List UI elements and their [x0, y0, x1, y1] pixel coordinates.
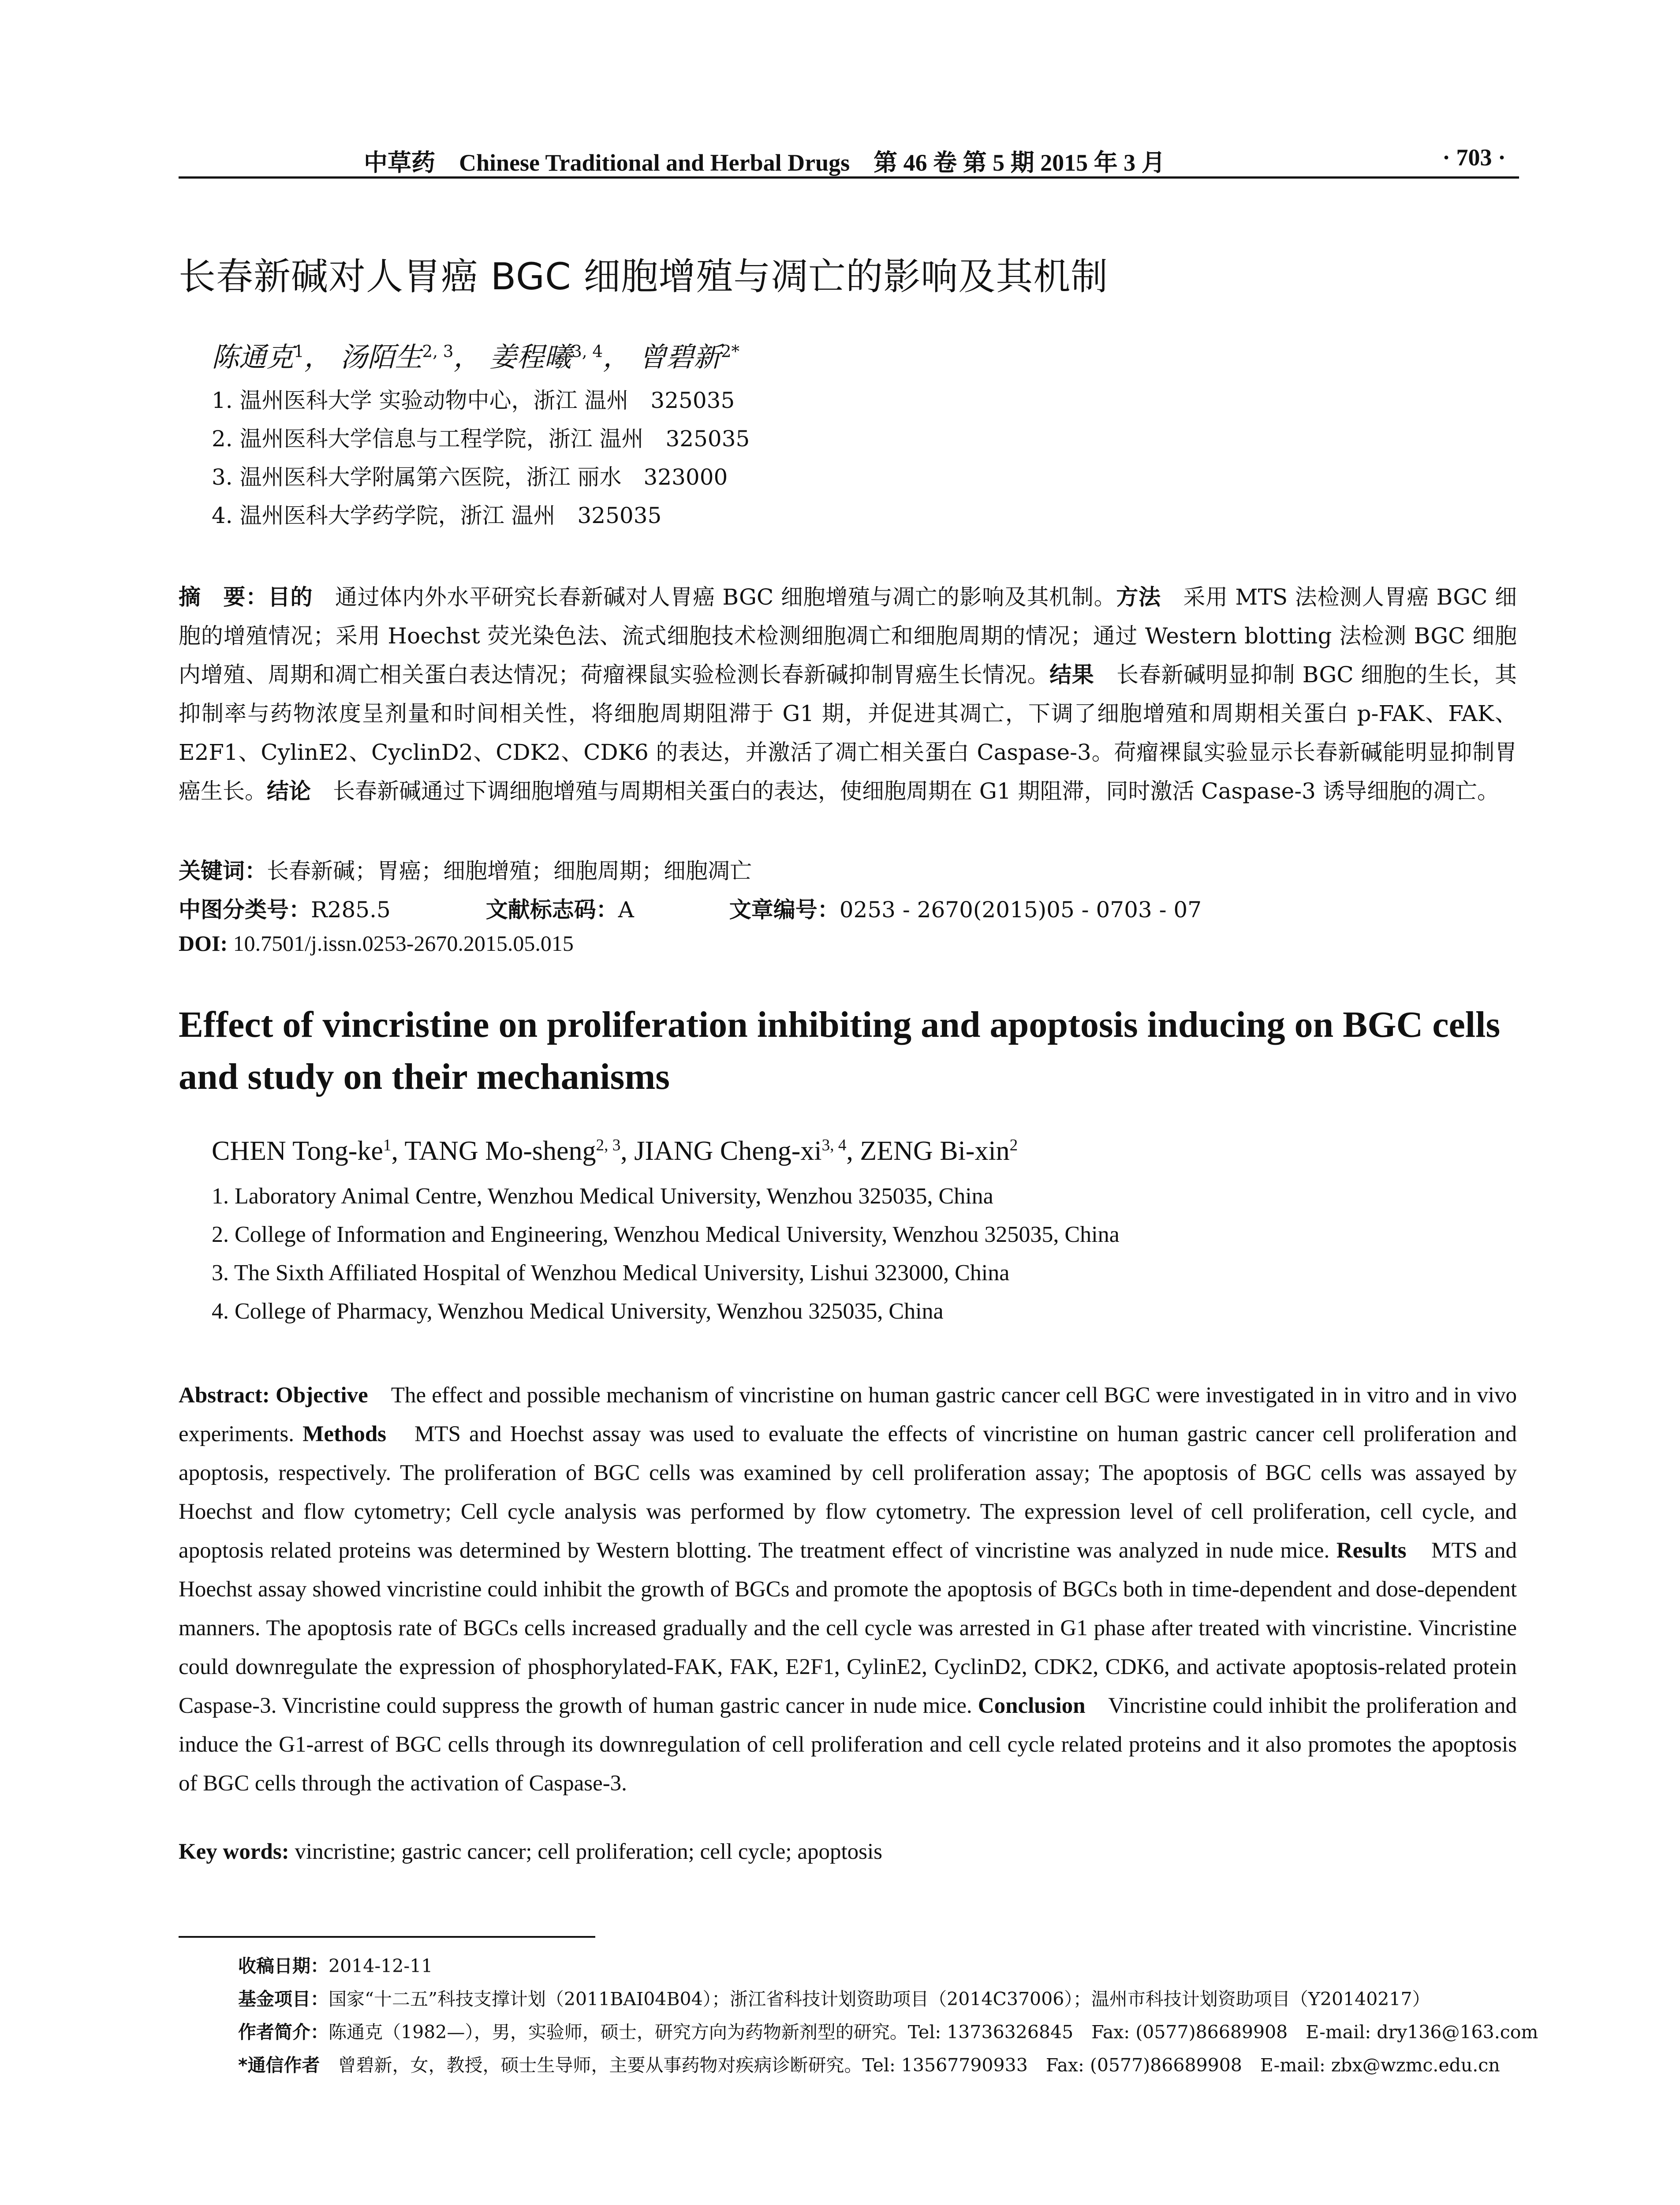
- author-affil-mark: 2, 3: [596, 1136, 621, 1155]
- doc-code-label: 文献标志码：: [485, 897, 618, 923]
- author-affil-mark: 2: [1009, 1136, 1018, 1155]
- english-affiliation: 1. Laboratory Animal Centre, Wenzhou Medical University, Wenzhou 325035, China: [212, 1184, 993, 1209]
- keywords-label: 关键词：: [179, 858, 267, 884]
- author-affil-mark: 3, 4: [821, 1136, 847, 1155]
- chinese-affiliation: 3. 温州医科大学附属第六医院，浙江 丽水 323000: [212, 464, 728, 490]
- chinese-affiliation: 1. 温州医科大学 实验动物中心，浙江 温州 325035: [212, 388, 735, 413]
- objective-label: Objective: [276, 1383, 368, 1408]
- keywords-text: vincristine; gastric cancer; cell proliferation; cell cycle; apoptosis: [289, 1839, 883, 1864]
- chinese-title: 长春新碱对人胃癌 BGC 细胞增殖与凋亡的影响及其机制: [179, 255, 1109, 298]
- author-affil-mark: 1: [294, 341, 304, 361]
- corr-value: 曾碧新，女，教授，硕士生导师，主要从事药物对疾病诊断研究。Tel: 13567790933 Fax: (0577)86689908 E-mail: zbx@wzmc.edu.cn: [320, 2055, 1500, 2076]
- author-name: JIANG Cheng-xi: [634, 1136, 822, 1166]
- doc-code-value: A: [618, 897, 634, 923]
- received-date: [238, 1951, 433, 1977]
- author-name: 汤陌生: [340, 341, 422, 373]
- objective-label: 目的: [268, 584, 313, 610]
- author-name: 陈通克: [212, 341, 294, 373]
- results-text: 长春新碱明显抑制 BGC 细胞的生长，其抑制率与药物浓度呈剂量和时间相关性，将细胞周期阻滞于 G1 期，并促进其凋亡，下调了细胞增殖和周期相关蛋白 p-FAK、FAK、E2F1、CylinE2、CyclinD2、CDK2、CDK6 的表达，并激活了凋亡相关蛋白 Caspase-3。荷瘤裸鼠实验显示长春新碱能明显抑制胃癌生长。: [179, 662, 1517, 804]
- funding-note: [238, 1984, 1430, 2011]
- received-label: 收稿日期：: [238, 1955, 329, 1977]
- chinese-keywords: [179, 853, 752, 885]
- english-abstract: [179, 1376, 1517, 1803]
- conclusion-text: Vincristine could inhibit the proliferation and induce the G1-arrest of BGC cells through its downregulation of cell proliferation and cell cycle related proteins and it also promotes the apoptosis of BGC cells through the activation of Caspase-3.: [179, 1693, 1517, 1796]
- conclusion-label: Conclusion: [978, 1693, 1086, 1718]
- clc-label: 中图分类号：: [179, 897, 311, 923]
- english-affiliation: 4. College of Pharmacy, Wenzhou Medical University, Wenzhou 325035, China: [212, 1299, 944, 1324]
- chinese-affiliation: 2. 温州医科大学信息与工程学院，浙江 温州 325035: [212, 426, 750, 452]
- results-text: MTS and Hoechst assay showed vincristine could inhibit the growth of BGCs and promote the apoptosis of BGCs both in time-dependent and dose-dependent manners. The apoptosis rate of BGCs cells increased gradually and the cell cycle was arrested in G1 phase after treated with vincristine. Vincristine could downregulate the expression of phosphorylated-FAK, FAK, E2F1, CylinE2, CyclinD2, CDK2, CDK6, and activate apoptosis-related protein Caspase-3. Vincristine could suppress the growth of human gastric cancer in nude mice.: [179, 1538, 1517, 1718]
- conclusion-text: 长春新碱通过下调细胞增殖与周期相关蛋白的表达，使细胞周期在 G1 期阻滞，同时激活 Caspase-3 诱导细胞的凋亡。: [311, 778, 1499, 804]
- results-label: 结果: [1049, 662, 1094, 688]
- author-bio-note: [238, 2018, 1538, 2044]
- keywords-text: 长春新碱；胃癌；细胞增殖；细胞周期；细胞凋亡: [267, 858, 752, 884]
- corr-label: *通信作者: [238, 2055, 320, 2076]
- results-label: Results: [1336, 1538, 1407, 1563]
- doi-label: DOI:: [179, 931, 228, 956]
- article-no-value: 0253 - 2670(2015)05 - 0703 - 07: [839, 897, 1202, 923]
- footnote-rule: [179, 1936, 595, 1938]
- chinese-abstract: [179, 578, 1517, 811]
- english-keywords: [179, 1839, 882, 1865]
- author-name: ZENG Bi-xin: [860, 1136, 1010, 1166]
- english-affiliation: 3. The Sixth Affiliated Hospital of Wenzhou Medical University, Lishui 323000, China: [212, 1260, 1010, 1286]
- doi-line: [179, 931, 574, 956]
- methods-label: Methods: [302, 1422, 387, 1446]
- abstract-label: Abstract:: [179, 1383, 276, 1408]
- chinese-authors: 陈通克$^1$， 汤陌生$^{2, 3}$， 姜程曦$^{3, 4}$， 曾碧新$^{2*}$: [212, 341, 740, 373]
- chinese-affiliation: 4. 温州医科大学药学院，浙江 温州 325035: [212, 503, 662, 528]
- author-affil-mark: 3, 4: [571, 341, 603, 361]
- objective-text: The effect and possible mechanism of vincristine on human gastric cancer cell BGC were investigated in in vitro and in vivo experiments.: [179, 1383, 1517, 1446]
- page-number: · 703 ·: [1442, 144, 1506, 171]
- fund-value: 国家“十二五”科技支撑计划（2011BAI04B04）；浙江省科技计划资助项目（2014C37006）；温州市科技计划资助项目（Y20140217）: [329, 1988, 1430, 2010]
- methods-text: 采用 MTS 法检测人胃癌 BGC 细胞的增殖情况；采用 Hoechst 荧光染色法、流式细胞技术检测细胞凋亡和细胞周期的情况；通过 Western blotting 法检测 BGC 细胞内增殖、周期和凋亡相关蛋白表达情况；荷瘤裸鼠实验检测长春新碱抑制胃癌生长情况。: [179, 584, 1517, 688]
- clc-value: R285.5: [311, 897, 391, 923]
- author-affil-mark: 2*: [721, 341, 740, 361]
- methods-label: 方法: [1116, 584, 1161, 610]
- objective-text: 通过体内外水平研究长春新碱对人胃癌 BGC 细胞增殖与凋亡的影响及其机制。: [313, 584, 1116, 610]
- fund-label: 基金项目：: [238, 1988, 329, 2010]
- corresponding-author-note: [238, 2051, 1500, 2077]
- classification-line: [179, 892, 1202, 924]
- article-no-label: 文章编号：: [729, 897, 840, 923]
- abstract-label: 摘 要：: [179, 584, 268, 610]
- header-rule: [179, 176, 1519, 179]
- running-header: [179, 140, 1519, 176]
- methods-text: MTS and Hoechst assay was used to evaluate the effects of vincristine on human gastric cancer cell proliferation and apoptosis, respectively. The proliferation of BGC cells was examined by cell proliferation assay; The apoptosis of BGC cells was assayed by Hoechst and flow cytometry; Cell cycle analysis was performed by flow cytometry. The expression level of cell proliferation, cell cycle, and apoptosis related proteins was determined by Western blotting. The treatment effect of vincristine was analyzed in nude mice.: [179, 1422, 1517, 1563]
- author-value: 陈通克（1982—），男，实验师，硕士，研究方向为药物新剂型的研究。Tel: 13736326845 Fax: (0577)86689908 E-mail: dry136@163.com: [329, 2022, 1538, 2043]
- received-value: 2014-12-11: [329, 1955, 433, 1977]
- author-name: 曾碧新: [638, 341, 721, 373]
- author-affil-mark: 1: [383, 1136, 392, 1155]
- english-authors: CHEN Tong-$ke^1$, TANG Mo-sheng$^{2, 3}$, JIANG Cheng-xi$^{3, 4}$, ZENG Bi-xin$^2$: [212, 1136, 1018, 1166]
- english-title: Effect of vincristine on proliferation inhibiting and apoptosis inducing on BGC cells and study on their mechanisms: [179, 1004, 1501, 1097]
- author-name: TANG Mo-sheng: [404, 1136, 596, 1166]
- author-name: 姜程曦: [489, 341, 572, 373]
- keywords-label: Key words:: [179, 1839, 289, 1864]
- conclusion-label: 结论: [267, 778, 311, 804]
- author-affil-mark: 2, 3: [422, 341, 454, 361]
- author-label: 作者简介：: [238, 2022, 329, 2043]
- doi-value: 10.7501/j.issn.0253-2670.2015.05.015: [233, 931, 574, 956]
- journal-citation: 中草药 Chinese Traditional and Herbal Drugs 第 46 卷 第 5 期 2015 年 3 月: [364, 149, 1165, 176]
- author-name: CHEN Tong-ke: [212, 1136, 383, 1166]
- english-affiliation: 2. College of Information and Engineering, Wenzhou Medical University, Wenzhou 325035, China: [212, 1222, 1120, 1247]
